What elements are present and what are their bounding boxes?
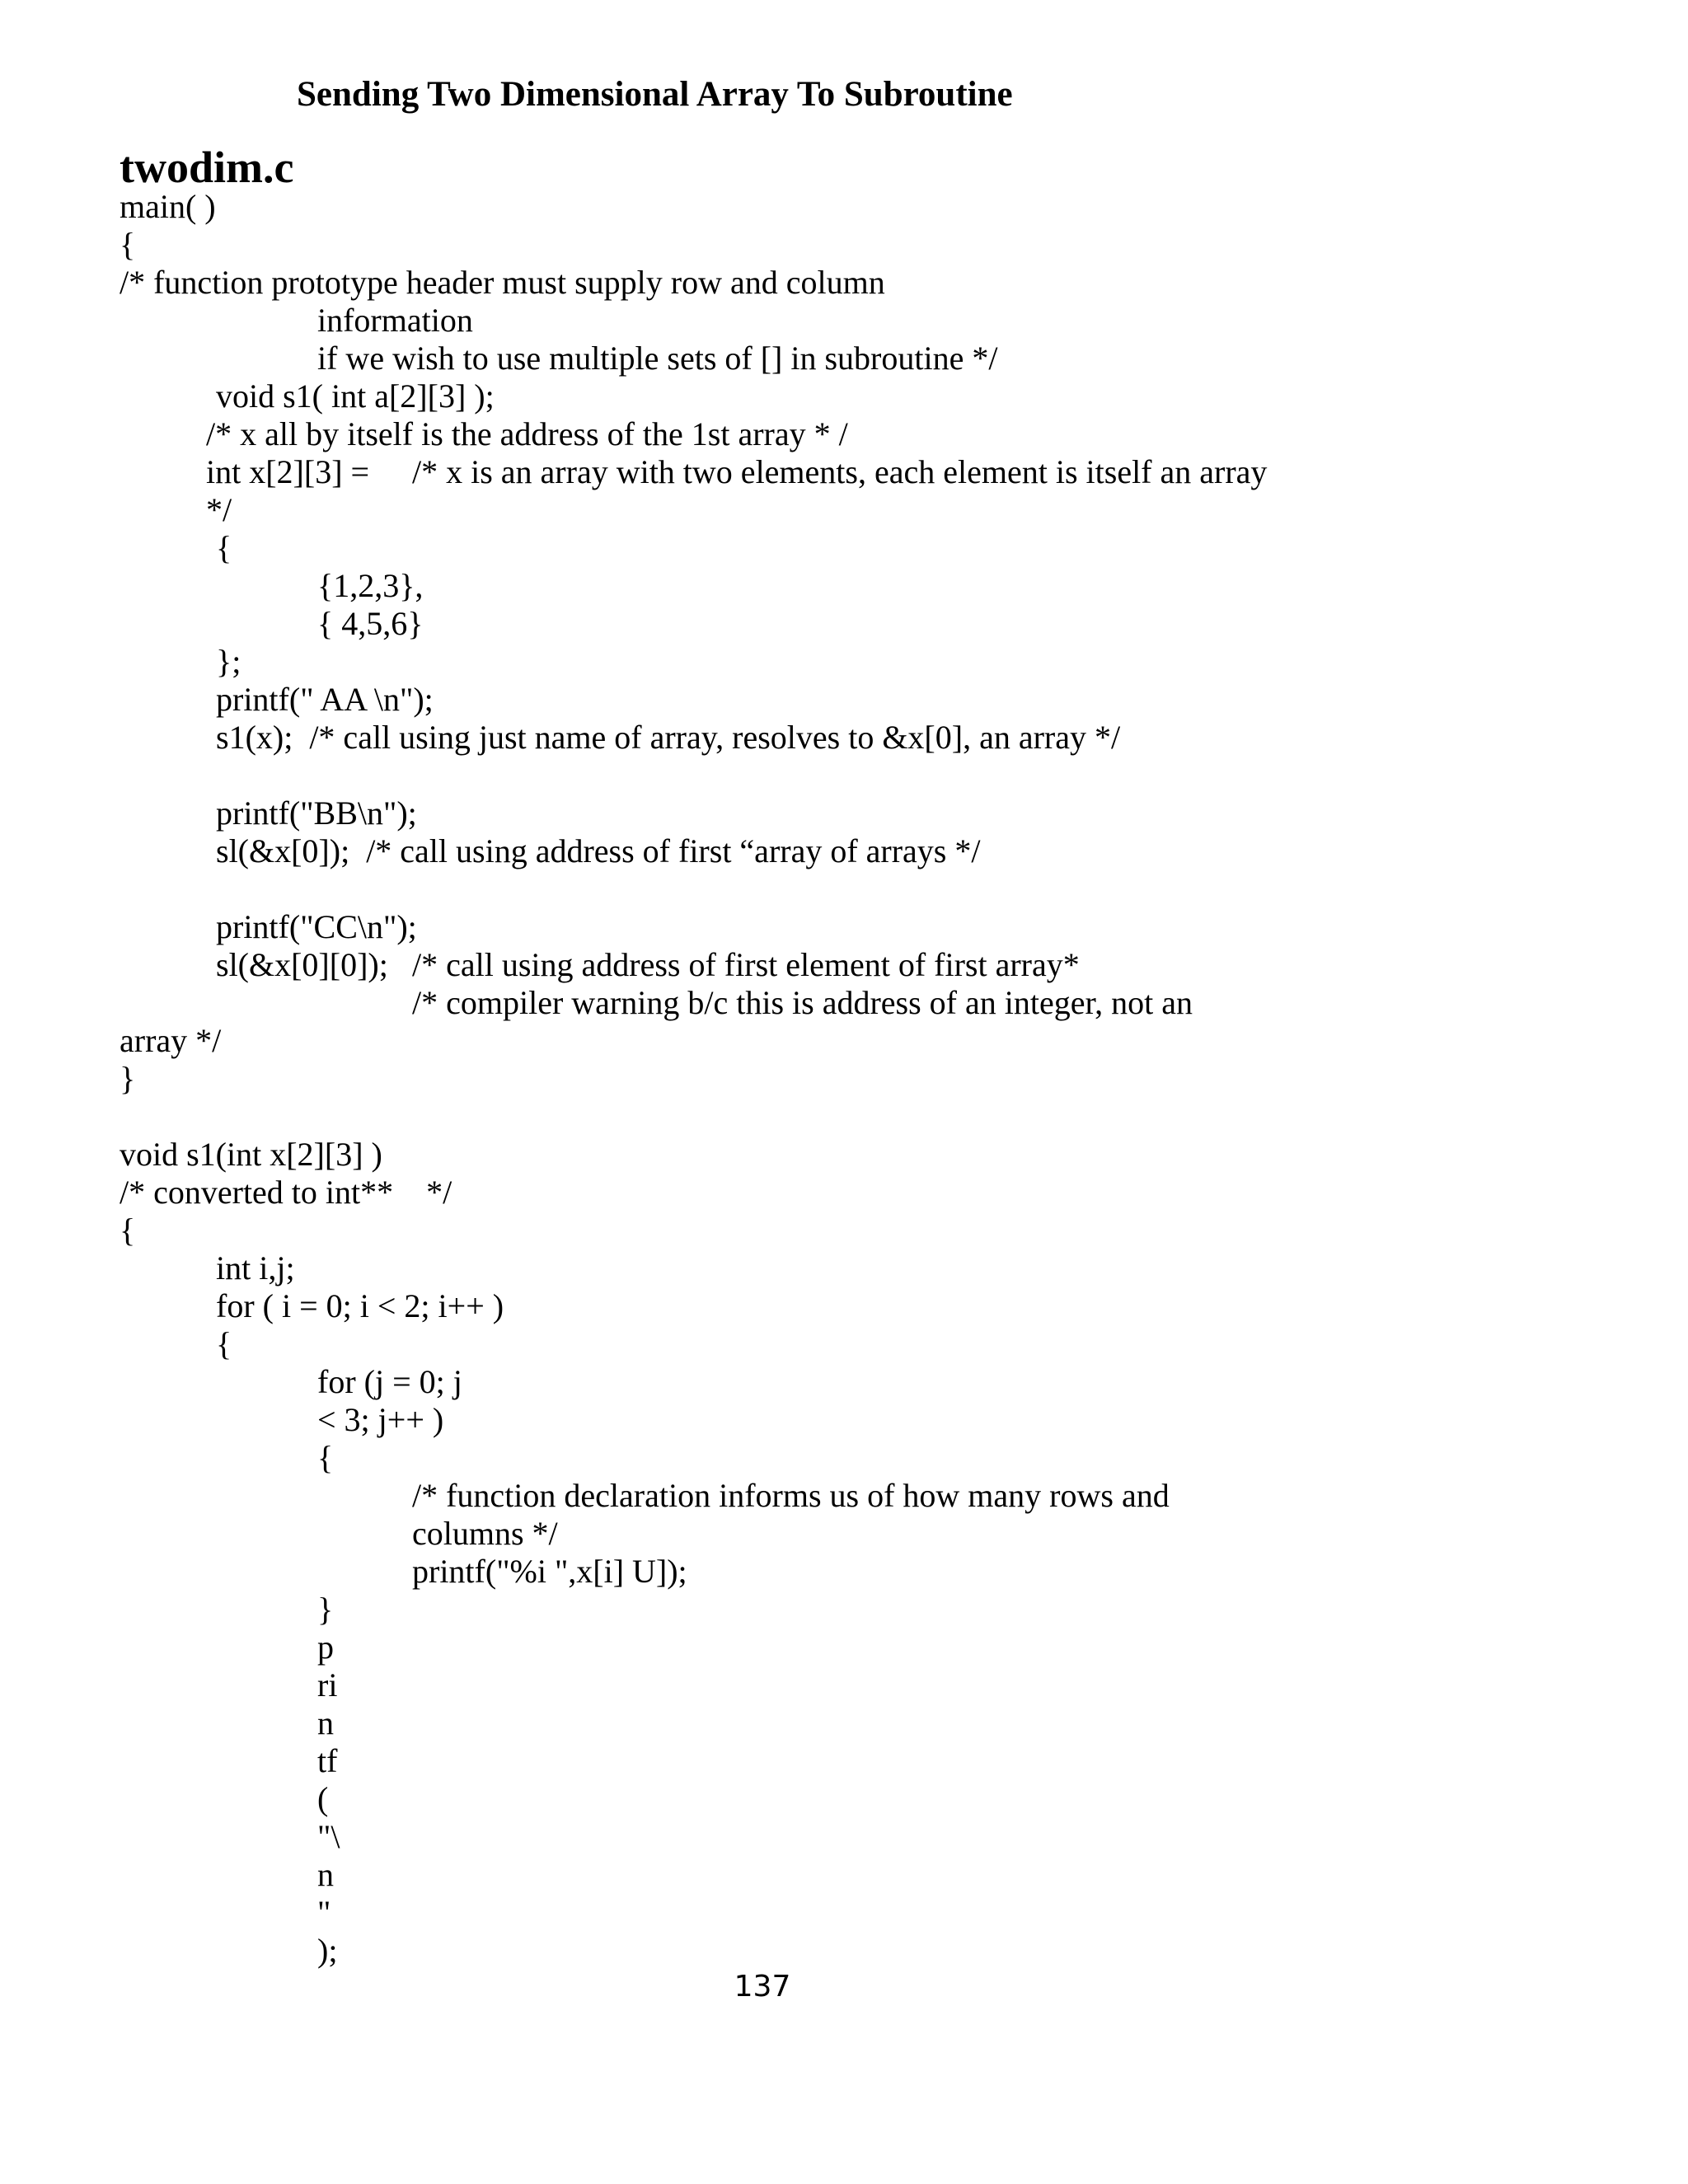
code-line	[0, 377, 1688, 415]
code-text: printf("BB\n");	[216, 794, 417, 832]
code-line	[0, 567, 1688, 605]
code-line	[0, 302, 1688, 340]
code-line	[0, 1439, 1688, 1477]
code-line	[0, 1136, 1688, 1174]
code-text: main( )	[120, 188, 216, 225]
code-text: printf("CC\n");	[216, 908, 417, 945]
code-comment: /* call using address of first element of first array*	[412, 946, 1080, 983]
code-text: "	[317, 1894, 331, 1931]
code-line	[0, 1818, 1688, 1856]
code-listing	[0, 188, 1688, 1970]
code-text: }	[120, 1060, 136, 1097]
code-line	[0, 1477, 1688, 1515]
code-text: {	[120, 226, 136, 263]
code-text: {	[216, 1325, 232, 1362]
code-text: tf	[317, 1742, 338, 1779]
code-line	[0, 1553, 1688, 1591]
code-line	[0, 681, 1688, 719]
code-line	[0, 946, 1688, 984]
code-line	[0, 1098, 1688, 1136]
code-line	[0, 832, 1688, 870]
code-text: information	[317, 302, 473, 339]
code-text: {1,2,3},	[317, 567, 424, 604]
file-name-heading: twodim.c	[120, 143, 294, 192]
code-text: }	[317, 1591, 334, 1628]
code-line	[0, 719, 1688, 757]
code-text: sl(&x[0][0]);	[216, 946, 388, 983]
code-text: ri	[317, 1666, 338, 1704]
code-text: };	[216, 643, 241, 680]
code-text: int i,j;	[216, 1249, 295, 1286]
code-line	[0, 1174, 1688, 1212]
code-line	[0, 1894, 1688, 1932]
code-line	[0, 491, 1688, 529]
code-line	[0, 1401, 1688, 1439]
code-text: p	[317, 1629, 334, 1666]
code-line	[0, 643, 1688, 681]
code-line	[0, 1856, 1688, 1894]
code-line	[0, 1022, 1688, 1060]
code-text: printf("%i ",x[i] U]);	[412, 1553, 687, 1590]
code-line	[0, 1591, 1688, 1629]
code-text: sl(&x[0]); /* call using address of first “array of arrays */	[216, 832, 981, 869]
code-text: (	[317, 1780, 329, 1817]
code-line	[0, 1325, 1688, 1363]
code-text: {	[120, 1212, 136, 1249]
code-line	[0, 1742, 1688, 1780]
code-text: < 3; j++ )	[317, 1401, 444, 1438]
code-line	[0, 1780, 1688, 1818]
code-text: );	[317, 1932, 338, 1969]
code-text: columns */	[412, 1515, 558, 1552]
code-line	[0, 453, 1688, 491]
code-line	[0, 1932, 1688, 1970]
code-text: array */	[120, 1022, 222, 1059]
code-line	[0, 605, 1688, 643]
code-line	[0, 529, 1688, 567]
code-line	[0, 188, 1688, 226]
code-text: { 4,5,6}	[317, 605, 424, 642]
code-text: void s1( int a[2][3] );	[216, 377, 495, 415]
code-text: s1(x); /* call using just name of array, resolves to &x[0], an array */	[216, 719, 1121, 756]
code-text: {	[317, 1439, 334, 1476]
code-comment: /* x is an array with two elements, each element is itself an array	[412, 453, 1268, 490]
code-text: /* compiler warning b/c this is address of an integer, not an	[412, 984, 1193, 1021]
code-text: n	[317, 1856, 334, 1893]
code-line	[0, 1704, 1688, 1742]
code-text: for (j = 0; j	[317, 1363, 462, 1400]
code-line	[0, 757, 1688, 794]
code-line	[0, 794, 1688, 832]
code-line	[0, 908, 1688, 946]
code-line	[0, 1629, 1688, 1666]
code-text: if we wish to use multiple sets of [] in subroutine */	[317, 340, 998, 377]
code-line	[0, 1363, 1688, 1401]
code-text: /* function prototype header must supply row and column	[120, 264, 885, 301]
code-text: */	[206, 491, 232, 528]
page-number: 137	[734, 1970, 791, 2004]
code-text: /* x all by itself is the address of the 1st array * /	[206, 415, 848, 452]
code-line	[0, 1060, 1688, 1098]
code-text: /* function declaration informs us of how many rows and	[412, 1477, 1170, 1514]
code-line	[0, 1212, 1688, 1249]
code-line	[0, 1249, 1688, 1287]
code-line	[0, 226, 1688, 264]
page-title: Sending Two Dimensional Array To Subroutine	[297, 75, 1013, 114]
code-line	[0, 415, 1688, 453]
code-text: void s1(int x[2][3] )	[120, 1136, 382, 1173]
code-line	[0, 264, 1688, 302]
code-line	[0, 1666, 1688, 1704]
code-line	[0, 340, 1688, 377]
code-text: "\	[317, 1818, 340, 1855]
code-line	[0, 1515, 1688, 1553]
code-line	[0, 984, 1688, 1022]
code-text: for ( i = 0; i < 2; i++ )	[216, 1287, 504, 1324]
code-text: printf(" AA \n");	[216, 681, 434, 718]
code-text: /* converted to int** */	[120, 1174, 452, 1211]
code-line	[0, 1287, 1688, 1325]
code-text: int x[2][3] =	[206, 453, 370, 490]
code-text: n	[317, 1704, 334, 1741]
code-line	[0, 870, 1688, 908]
code-text: {	[216, 529, 232, 566]
